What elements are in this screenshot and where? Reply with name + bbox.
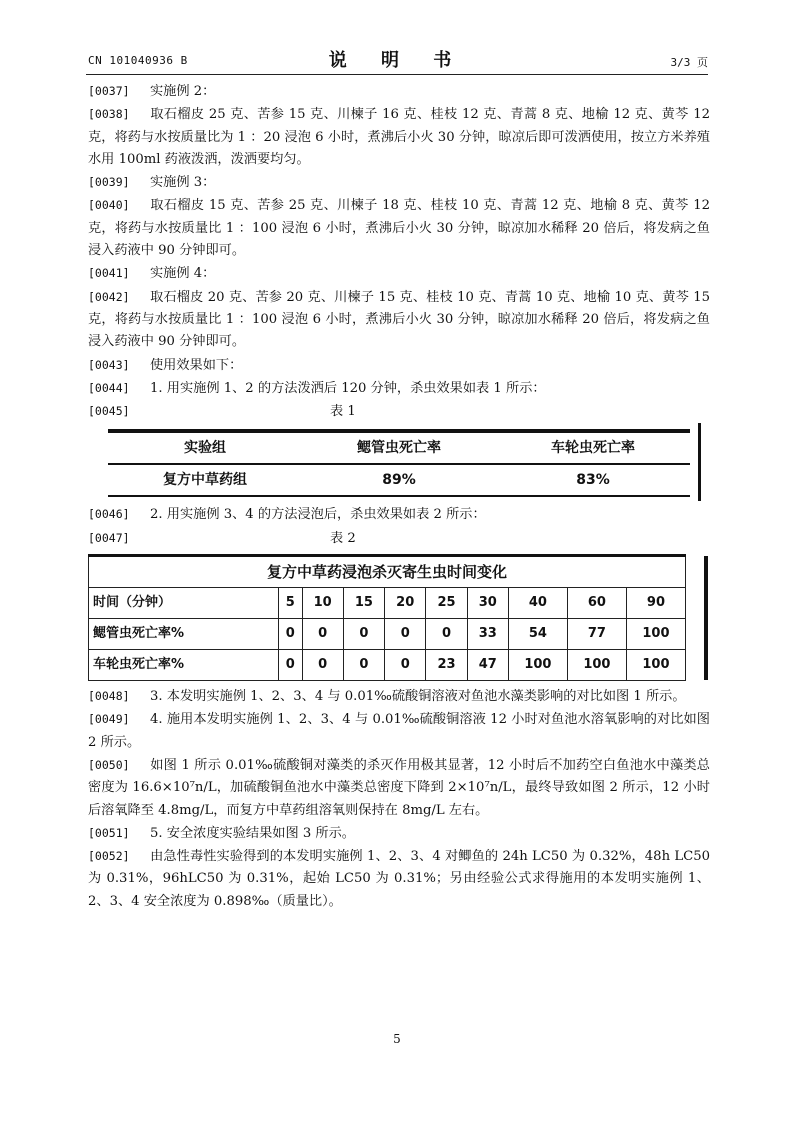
paragraph xyxy=(88,822,710,845)
paragraph xyxy=(88,685,710,708)
table-header-cell: 15 xyxy=(343,588,384,619)
table-cell: 0 xyxy=(302,619,343,650)
table-caption-line xyxy=(88,400,710,423)
table-1 xyxy=(108,429,690,497)
table-header-cell: 10 xyxy=(302,588,343,619)
table-cell: 100 xyxy=(626,619,685,650)
paragraph xyxy=(88,286,710,354)
table-header-cell: 时间（分钟） xyxy=(89,588,279,619)
table-header-cell: 60 xyxy=(567,588,626,619)
paragraph xyxy=(88,354,710,377)
paragraph xyxy=(88,503,710,526)
paragraph xyxy=(88,194,710,262)
table-row xyxy=(89,619,686,650)
table-cell: 89% xyxy=(302,464,496,496)
table-cell: 0 xyxy=(278,650,302,681)
table-cell: 83% xyxy=(496,464,690,496)
table-title-row xyxy=(89,556,686,588)
table-header-row xyxy=(108,431,690,464)
table-header-cell: 实验组 xyxy=(108,431,302,464)
table-cell: 54 xyxy=(508,619,567,650)
table-1-caption: 表 1 xyxy=(330,404,356,420)
table-row xyxy=(108,464,690,496)
table-cell: 0 xyxy=(426,619,467,650)
table-header-cell: 30 xyxy=(467,588,508,619)
table-cell: 复方中草药组 xyxy=(108,464,302,496)
table-cell: 33 xyxy=(467,619,508,650)
row-label: 车轮虫死亡率% xyxy=(89,650,279,681)
paragraph-number: [0045] xyxy=(88,404,130,419)
paragraph-text: 取石榴皮 15 克、苦参 25 克、川楝子 18 克、桂枝 10 克、青蒿 12 克、地榆 8 克、黄芩 12 克，将药与水按质量比 1 ：100 浸泡 6 小时，煮沸后小火 30 分钟，晾凉加水稀释 20 倍后，将发病之鱼浸入药液中 90 分钟即可。 xyxy=(88,198,710,259)
page-title: 说 明 书 xyxy=(328,50,466,71)
header-divider xyxy=(86,74,708,75)
paragraph-text: 由急性毒性实验得到的本发明实施例 1、2、3、4 对鲫鱼的 24h LC50 为 0.32%，48h LC50 为 0.31%，96hLC50 为 0.31%，起始 LC50 为 0.31%；另由经验公式求得施用的本发明实施例 1、2、3、4 安全浓度为 0.898‰（质量比）。 xyxy=(88,849,710,909)
paragraph-number: [0046] xyxy=(88,507,130,522)
table-header-cell: 90 xyxy=(626,588,685,619)
table-header-cell: 20 xyxy=(385,588,426,619)
table-cell: 100 xyxy=(567,650,626,681)
table-cell: 100 xyxy=(626,650,685,681)
paragraph-text: 取石榴皮 25 克、苦参 15 克、川楝子 16 克、桂枝 12 克、青蒿 8 克、地榆 12 克、黄芩 12 克，将药与水按质量比为 1 ：20 浸泡 6 小时，煮沸后小火 30 分钟，晾凉后即可泼洒使用，按立方米养殖水用 100ml 药液泼洒，泼洒要均匀。 xyxy=(88,107,710,167)
paragraph-text: 4. 施用本发明实施例 1、2、3、4 与 0.01‰硫酸铜溶液 12 小时对鱼池水溶氧影响的对比如图 2 所示。 xyxy=(88,712,710,750)
table-cell: 0 xyxy=(343,650,384,681)
paragraph xyxy=(88,262,710,285)
table-cell: 47 xyxy=(467,650,508,681)
paragraph-number: [0043] xyxy=(88,357,130,372)
paragraph xyxy=(88,708,710,754)
table-cell: 23 xyxy=(426,650,467,681)
paragraph-number: [0052] xyxy=(88,849,130,864)
paragraph-number: [0042] xyxy=(88,289,130,304)
table-2 xyxy=(88,554,686,681)
paragraph xyxy=(88,845,710,913)
table-cell: 0 xyxy=(385,619,426,650)
paragraph xyxy=(88,377,710,400)
table-1-wrapper xyxy=(88,429,710,497)
table-header-cell: 25 xyxy=(426,588,467,619)
table-header-cell: 车轮虫死亡率 xyxy=(496,431,690,464)
paragraph-text: 5. 安全浓度实验结果如图 3 所示。 xyxy=(150,825,355,841)
table-header-cell: 40 xyxy=(508,588,567,619)
paragraph-text: 实施例 2： xyxy=(150,84,216,99)
page-counter: 3/3 页 xyxy=(670,56,708,69)
table-2-title: 复方中草药浸泡杀灭寄生虫时间变化 xyxy=(89,556,686,588)
paragraph-text: 实施例 4： xyxy=(150,266,216,282)
paragraph-text: 3. 本发明实施例 1、2、3、4 与 0.01‰硫酸铜溶液对鱼池水藻类影响的对比如图 1 所示。 xyxy=(150,689,686,705)
paragraph-text: 2. 用实施例 3、4 的方法浸泡后，杀虫效果如表 2 所示： xyxy=(150,507,486,523)
table-caption-line xyxy=(88,527,710,550)
paragraph-text: 如图 1 所示 0.01‰硫酸铜对藻类的杀灭作用极其显著，12 小时后不加药空白鱼池水中藻类总密度为 16.6×10⁷n/L，加硫酸铜鱼池水中藻类总密度下降到 2×10⁷n/L，最终导致如图 2 所示，12 小时后溶氧降至 4.8mg/L，而复方中草药组溶氧则保持在 8mg/L 左右。 xyxy=(88,757,710,818)
table-cell: 0 xyxy=(278,619,302,650)
page-number: 5 xyxy=(393,1032,401,1046)
paragraph-number: [0038] xyxy=(88,107,130,122)
table-cell: 0 xyxy=(343,619,384,650)
table-header-cell: 鳃管虫死亡率 xyxy=(302,431,496,464)
scan-edge-bar xyxy=(698,423,701,501)
paragraph-number: [0044] xyxy=(88,380,130,395)
paragraph-number: [0041] xyxy=(88,266,130,281)
document-body xyxy=(88,80,710,913)
paragraph-number: [0047] xyxy=(88,530,130,545)
paragraph-text: 实施例 3： xyxy=(150,175,216,191)
table-cell: 77 xyxy=(567,619,626,650)
table-row xyxy=(89,650,686,681)
paragraph xyxy=(88,171,710,194)
paragraph-number: [0040] xyxy=(88,198,130,213)
paragraph-number: [0049] xyxy=(88,712,130,727)
paragraph-number: [0037] xyxy=(88,84,130,98)
table-header-cell: 5 xyxy=(278,588,302,619)
table-header-row xyxy=(89,588,686,619)
row-label: 鳃管虫死亡率% xyxy=(89,619,279,650)
paragraph-number: [0039] xyxy=(88,175,130,190)
scan-edge-bar xyxy=(704,556,708,680)
table-cell: 0 xyxy=(385,650,426,681)
paragraph xyxy=(88,80,710,103)
table-2-caption: 表 2 xyxy=(330,530,356,546)
paragraph-number: [0050] xyxy=(88,757,130,772)
paragraph-text: 1. 用实施例 1、2 的方法泼洒后 120 分钟，杀虫效果如表 1 所示： xyxy=(150,380,546,396)
paragraph-text: 使用效果如下： xyxy=(150,357,243,373)
table-cell: 0 xyxy=(302,650,343,681)
paragraph-text: 取石榴皮 20 克、苦参 20 克、川楝子 15 克、桂枝 10 克、青蒿 10 克、地榆 10 克、黄芩 15 克，将药与水按质量比 1 ：100 浸泡 6 小时，煮沸后小火 30 分钟，晾凉加水稀释 20 倍后，将发病之鱼浸入药液中 90 分钟即可。 xyxy=(88,289,710,350)
paragraph xyxy=(88,103,710,171)
table-2-wrapper xyxy=(88,554,710,681)
paragraph-number: [0048] xyxy=(88,689,130,704)
paragraph xyxy=(88,754,710,822)
table-cell: 100 xyxy=(508,650,567,681)
paragraph-number: [0051] xyxy=(88,825,130,840)
document-number: CN 101040936 B xyxy=(88,54,188,67)
